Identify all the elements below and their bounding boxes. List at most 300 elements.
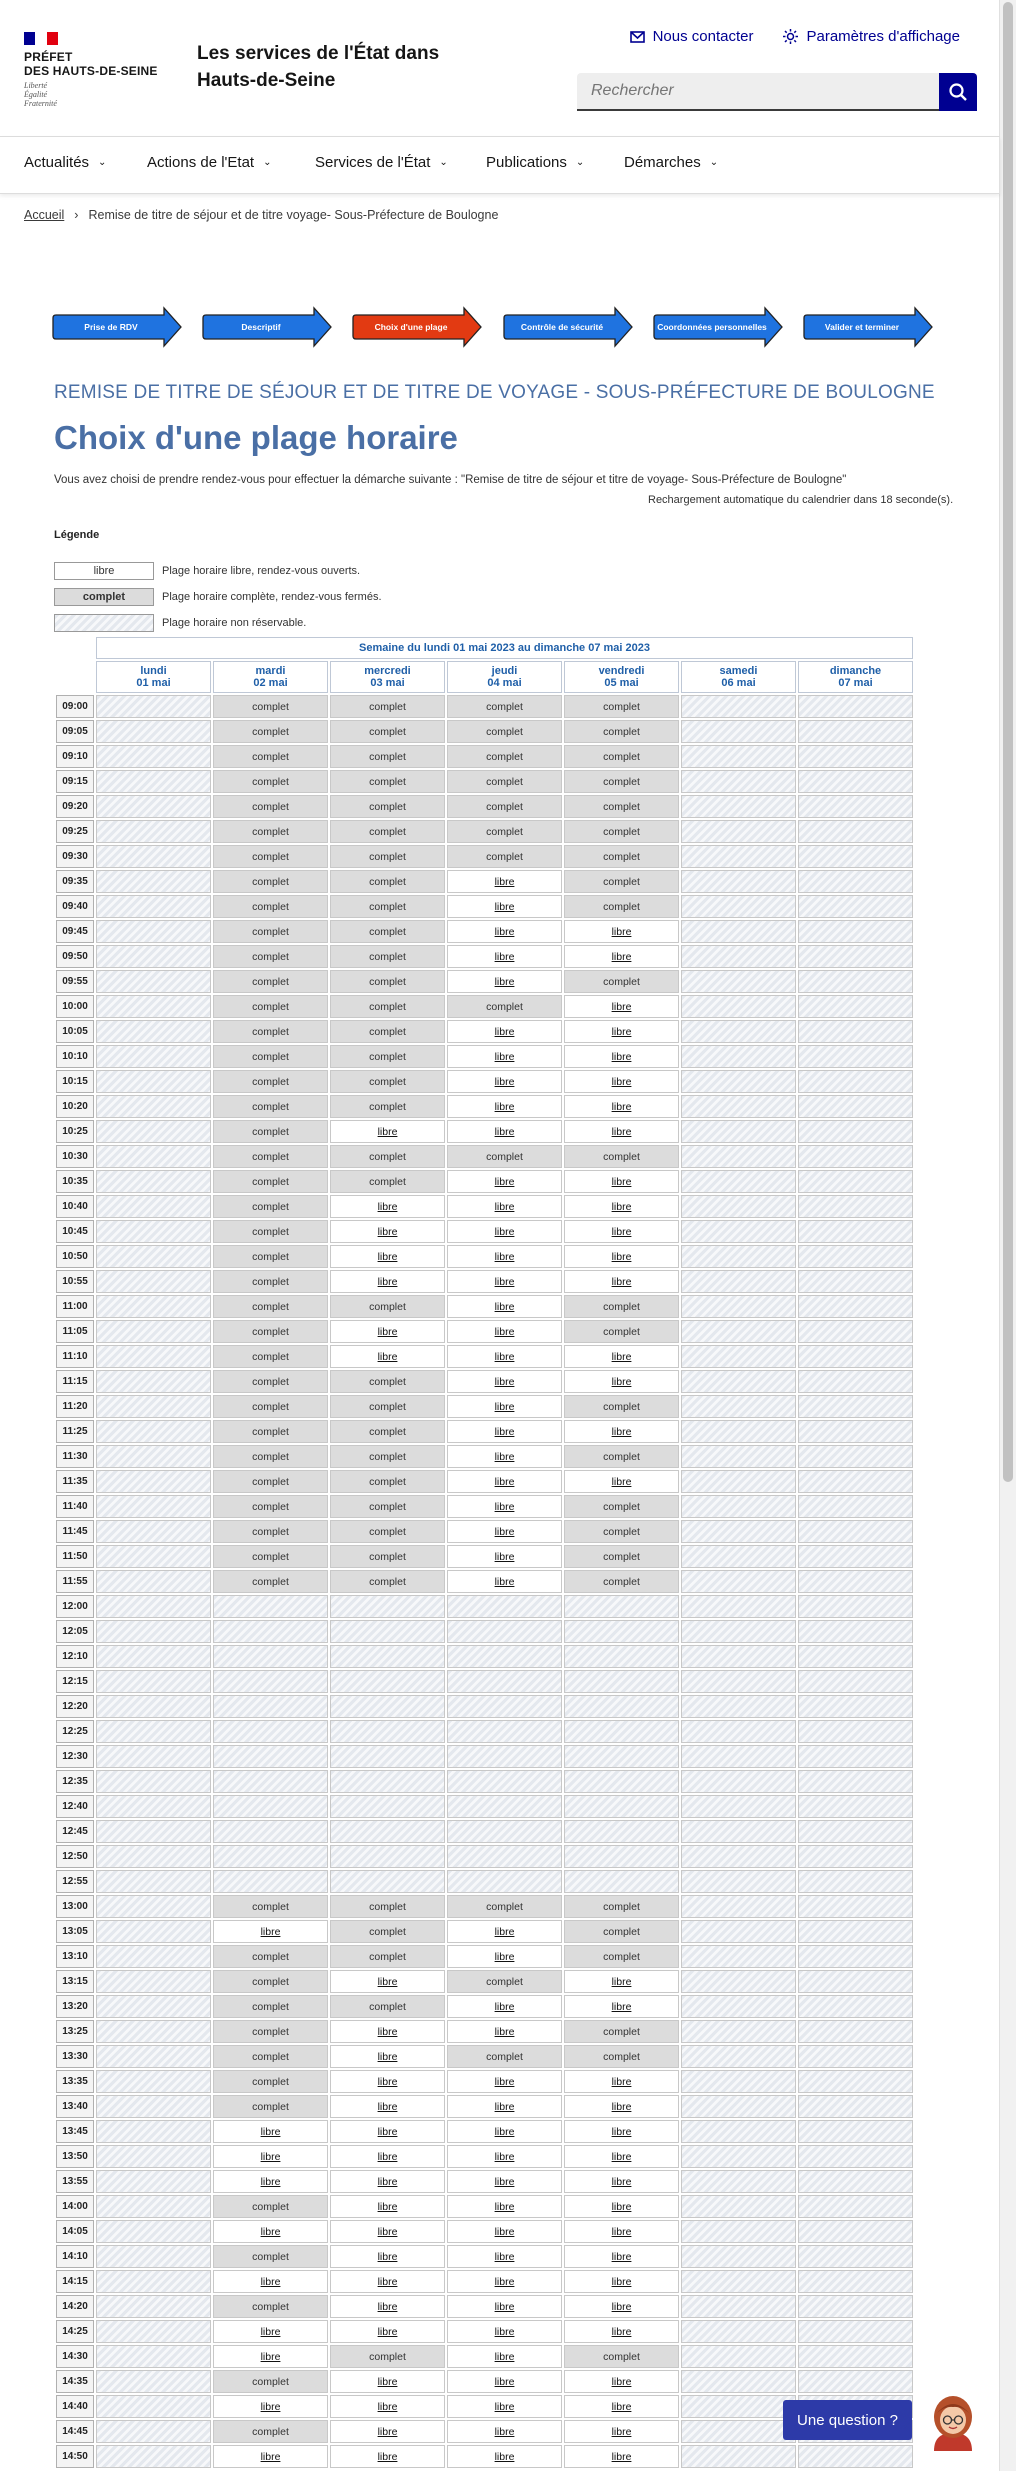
slot-libre-link[interactable]: libre bbox=[494, 2300, 515, 2313]
slot-libre-link[interactable]: libre bbox=[260, 2225, 281, 2238]
slot-libre[interactable] bbox=[564, 2395, 679, 2418]
slot-libre-link[interactable]: libre bbox=[611, 925, 632, 938]
slot-libre-link[interactable]: libre bbox=[260, 2450, 281, 2463]
slot-libre-link[interactable]: libre bbox=[611, 2375, 632, 2388]
time-row bbox=[56, 1295, 913, 1318]
slot-unavailable bbox=[681, 1145, 796, 1168]
slot-libre-link[interactable]: libre bbox=[494, 1300, 515, 1313]
slot-libre-link[interactable]: libre bbox=[611, 1350, 632, 1363]
slot-libre-link[interactable]: libre bbox=[494, 1925, 515, 1938]
slot-libre[interactable] bbox=[564, 920, 679, 943]
slot-libre[interactable] bbox=[564, 1045, 679, 1068]
slot-libre[interactable] bbox=[564, 1995, 679, 2018]
time-row bbox=[56, 1995, 913, 2018]
nav-demarches[interactable]: Démarches ⌄ bbox=[624, 154, 719, 171]
slot-libre[interactable] bbox=[447, 2270, 562, 2293]
slot-libre[interactable] bbox=[564, 2220, 679, 2243]
slot-libre[interactable] bbox=[447, 2120, 562, 2143]
slot-libre-link[interactable]: libre bbox=[611, 1175, 632, 1188]
slot-libre[interactable] bbox=[447, 1545, 562, 1568]
slot-libre[interactable] bbox=[447, 1945, 562, 1968]
slot-libre[interactable] bbox=[447, 1395, 562, 1418]
slot-libre[interactable] bbox=[330, 2420, 445, 2443]
slot-libre-link[interactable]: libre bbox=[611, 1475, 632, 1488]
slot-libre-link[interactable]: libre bbox=[260, 2175, 281, 2188]
slot-libre-link[interactable]: libre bbox=[611, 1000, 632, 1013]
slot-unavailable bbox=[798, 770, 913, 793]
slot-libre-link[interactable]: libre bbox=[377, 1350, 398, 1363]
slot-libre[interactable] bbox=[447, 2070, 562, 2093]
slot-unavailable bbox=[564, 1870, 679, 1893]
search-button[interactable] bbox=[939, 73, 977, 111]
slot-libre-link[interactable]: libre bbox=[377, 2450, 398, 2463]
slot-libre-link[interactable]: libre bbox=[377, 1325, 398, 1338]
slot-libre-link[interactable]: libre bbox=[494, 1075, 515, 1088]
slot-unavailable bbox=[798, 1670, 913, 1693]
slot-libre-link[interactable]: libre bbox=[260, 2350, 281, 2363]
scrollbar-thumb[interactable] bbox=[1003, 2, 1013, 1482]
contact-link[interactable]: Nous contacter bbox=[630, 28, 754, 45]
slot-libre-link[interactable]: libre bbox=[494, 1025, 515, 1038]
slot-unavailable bbox=[681, 1770, 796, 1793]
slot-libre[interactable] bbox=[213, 2395, 328, 2418]
slot-libre-link[interactable]: libre bbox=[494, 1375, 515, 1388]
slot-libre-link[interactable]: libre bbox=[494, 1100, 515, 1113]
slot-libre-link[interactable]: libre bbox=[611, 2250, 632, 2263]
slot-libre-link[interactable]: libre bbox=[377, 2100, 398, 2113]
slot-libre[interactable] bbox=[447, 1570, 562, 1593]
header-tools bbox=[630, 28, 960, 45]
slot-libre[interactable] bbox=[330, 2270, 445, 2293]
slot-libre-link[interactable]: libre bbox=[494, 1575, 515, 1588]
slot-libre-link[interactable]: libre bbox=[377, 2150, 398, 2163]
slot-libre[interactable] bbox=[330, 1345, 445, 1368]
slot-unavailable bbox=[96, 2320, 211, 2343]
slot-libre[interactable] bbox=[447, 1120, 562, 1143]
slot-libre[interactable] bbox=[447, 2020, 562, 2043]
slot-unavailable bbox=[681, 1095, 796, 1118]
slot-libre[interactable] bbox=[447, 2445, 562, 2468]
slot-unavailable bbox=[798, 2195, 913, 2218]
slot-libre-link[interactable]: libre bbox=[494, 2075, 515, 2088]
slot-libre-link[interactable]: libre bbox=[377, 1125, 398, 1138]
slot-libre-link[interactable]: libre bbox=[611, 2200, 632, 2213]
slot-libre-link[interactable]: libre bbox=[611, 2300, 632, 2313]
slot-libre-link[interactable]: libre bbox=[494, 1275, 515, 1288]
slot-libre[interactable] bbox=[447, 1295, 562, 1318]
slot-libre-link[interactable]: libre bbox=[494, 2425, 515, 2438]
slot-libre[interactable] bbox=[447, 1920, 562, 1943]
slot-libre[interactable] bbox=[564, 1345, 679, 1368]
slot-libre[interactable] bbox=[447, 2245, 562, 2268]
time-row bbox=[56, 2145, 913, 2168]
slot-libre[interactable] bbox=[447, 1220, 562, 1243]
slot-libre[interactable] bbox=[564, 2245, 679, 2268]
nav-actions-etat[interactable]: Actions de l'Etat ⌄ bbox=[147, 154, 272, 171]
slot-complet: complet bbox=[213, 1045, 328, 1068]
slot-libre[interactable] bbox=[447, 1470, 562, 1493]
site-title[interactable]: Les services de l'État dans Hauts-de-Seine bbox=[197, 43, 440, 91]
slot-libre[interactable] bbox=[447, 2320, 562, 2343]
slot-unavailable bbox=[564, 1670, 679, 1693]
slot-libre-link[interactable]: libre bbox=[494, 2175, 515, 2188]
slot-libre[interactable] bbox=[447, 1070, 562, 1093]
slot-libre[interactable] bbox=[213, 2445, 328, 2468]
slot-libre-link[interactable]: libre bbox=[611, 2075, 632, 2088]
slot-libre[interactable] bbox=[564, 995, 679, 1018]
slot-libre[interactable] bbox=[564, 2095, 679, 2118]
slot-unavailable bbox=[96, 1495, 211, 1518]
calendar-corner bbox=[56, 637, 94, 659]
slot-libre[interactable] bbox=[213, 2120, 328, 2143]
slot-libre[interactable] bbox=[564, 2320, 679, 2343]
time-row bbox=[56, 1920, 913, 1943]
slot-libre[interactable] bbox=[447, 970, 562, 993]
slot-libre-link[interactable]: libre bbox=[377, 2050, 398, 2063]
slot-libre-link[interactable]: libre bbox=[611, 950, 632, 963]
sun-icon bbox=[783, 29, 798, 44]
slot-libre[interactable] bbox=[447, 945, 562, 968]
slot-libre-link[interactable]: libre bbox=[494, 1050, 515, 1063]
time-row bbox=[56, 995, 913, 1018]
slot-libre-link[interactable]: libre bbox=[611, 2175, 632, 2188]
slot-libre[interactable] bbox=[447, 1495, 562, 1518]
slot-libre-link[interactable]: libre bbox=[611, 1200, 632, 1213]
slot-libre[interactable] bbox=[564, 2420, 679, 2443]
slot-libre[interactable] bbox=[564, 1220, 679, 1243]
slot-libre[interactable] bbox=[330, 1970, 445, 1993]
slot-libre[interactable] bbox=[330, 2320, 445, 2343]
slot-libre[interactable] bbox=[564, 1370, 679, 1393]
slot-unavailable bbox=[798, 1145, 913, 1168]
slot-libre[interactable] bbox=[447, 1445, 562, 1468]
slot-libre-link[interactable]: libre bbox=[494, 1225, 515, 1238]
slot-libre[interactable] bbox=[330, 1320, 445, 1343]
slot-libre[interactable] bbox=[213, 2170, 328, 2193]
slot-libre-link[interactable]: libre bbox=[494, 2125, 515, 2138]
slot-libre[interactable] bbox=[564, 2445, 679, 2468]
slot-libre-link[interactable]: libre bbox=[260, 2400, 281, 2413]
slot-libre-link[interactable]: libre bbox=[611, 2150, 632, 2163]
slot-libre[interactable] bbox=[564, 2070, 679, 2093]
chat-button[interactable]: Une question ? bbox=[783, 2400, 912, 2440]
slot-libre[interactable] bbox=[447, 2345, 562, 2368]
slot-libre-link[interactable]: libre bbox=[377, 1275, 398, 1288]
slot-libre[interactable] bbox=[330, 2070, 445, 2093]
slot-libre-link[interactable]: libre bbox=[494, 2250, 515, 2263]
slot-libre[interactable] bbox=[213, 2345, 328, 2368]
slot-libre-link[interactable]: libre bbox=[611, 2325, 632, 2338]
slot-libre-link[interactable]: libre bbox=[611, 2000, 632, 2013]
slot-libre-link[interactable]: libre bbox=[611, 1225, 632, 1238]
slot-unavailable bbox=[96, 2445, 211, 2468]
slot-libre-link[interactable]: libre bbox=[377, 2125, 398, 2138]
time-row bbox=[56, 1070, 913, 1093]
slot-libre-link[interactable]: libre bbox=[377, 2325, 398, 2338]
slot-unavailable bbox=[798, 1895, 913, 1918]
slot-libre-link[interactable]: libre bbox=[494, 2025, 515, 2038]
slot-libre-link[interactable]: libre bbox=[377, 1225, 398, 1238]
slot-libre-link[interactable]: libre bbox=[494, 1550, 515, 1563]
slot-libre[interactable] bbox=[564, 2295, 679, 2318]
time-row bbox=[56, 1370, 913, 1393]
slot-libre[interactable] bbox=[564, 1470, 679, 1493]
slot-libre[interactable] bbox=[564, 2270, 679, 2293]
time-label: 12:20 bbox=[56, 1695, 94, 1718]
slot-unavailable bbox=[681, 1045, 796, 1068]
slot-libre[interactable] bbox=[564, 1195, 679, 1218]
slot-libre-link[interactable]: libre bbox=[377, 1200, 398, 1213]
slot-libre[interactable] bbox=[564, 945, 679, 968]
slot-libre[interactable] bbox=[330, 2245, 445, 2268]
slot-libre[interactable] bbox=[447, 1370, 562, 1393]
slot-libre-link[interactable]: libre bbox=[377, 2300, 398, 2313]
slot-libre[interactable] bbox=[564, 2120, 679, 2143]
slot-libre-link[interactable]: libre bbox=[494, 1475, 515, 1488]
slot-libre[interactable] bbox=[330, 1220, 445, 1243]
assistant-avatar[interactable] bbox=[928, 2393, 978, 2451]
time-label: 09:10 bbox=[56, 745, 94, 768]
logo-line-1: PRÉFET bbox=[24, 50, 73, 64]
slot-libre[interactable] bbox=[330, 2195, 445, 2218]
slot-libre-link[interactable]: libre bbox=[377, 2025, 398, 2038]
slot-libre-link[interactable]: libre bbox=[611, 2450, 632, 2463]
slot-libre[interactable] bbox=[564, 1970, 679, 1993]
slot-libre[interactable] bbox=[213, 2320, 328, 2343]
slot-libre[interactable] bbox=[447, 1245, 562, 1268]
slot-unavailable bbox=[96, 970, 211, 993]
slot-libre[interactable] bbox=[330, 2445, 445, 2468]
slot-libre[interactable] bbox=[564, 1420, 679, 1443]
slot-libre[interactable] bbox=[564, 1170, 679, 1193]
slot-libre[interactable] bbox=[564, 2145, 679, 2168]
slot-libre-link[interactable]: libre bbox=[494, 950, 515, 963]
slot-libre-link[interactable]: libre bbox=[611, 2275, 632, 2288]
slot-libre[interactable] bbox=[447, 2145, 562, 2168]
slot-libre[interactable] bbox=[447, 1170, 562, 1193]
slot-libre-link[interactable]: libre bbox=[377, 2425, 398, 2438]
slot-libre-link[interactable]: libre bbox=[377, 2275, 398, 2288]
slot-libre-link[interactable]: libre bbox=[611, 1050, 632, 1063]
slot-unavailable bbox=[681, 1845, 796, 1868]
slot-libre[interactable] bbox=[564, 1270, 679, 1293]
step-6 bbox=[803, 306, 935, 348]
slot-libre-link[interactable]: libre bbox=[611, 2225, 632, 2238]
slot-complet: complet bbox=[447, 770, 562, 793]
slot-libre-link[interactable]: libre bbox=[611, 2400, 632, 2413]
slot-complet: complet bbox=[213, 1345, 328, 1368]
slot-libre[interactable] bbox=[330, 2120, 445, 2143]
slot-libre-link[interactable]: libre bbox=[611, 1250, 632, 1263]
slot-libre[interactable] bbox=[447, 1195, 562, 1218]
slot-libre[interactable] bbox=[330, 1195, 445, 1218]
slot-libre[interactable] bbox=[447, 2370, 562, 2393]
slot-libre-link[interactable]: libre bbox=[377, 2250, 398, 2263]
slot-libre[interactable] bbox=[447, 1420, 562, 1443]
slot-unavailable bbox=[798, 870, 913, 893]
slot-libre-link[interactable]: libre bbox=[494, 975, 515, 988]
slot-libre[interactable] bbox=[447, 2195, 562, 2218]
slot-libre-link[interactable]: libre bbox=[377, 1250, 398, 1263]
slot-libre-link[interactable]: libre bbox=[494, 2000, 515, 2013]
time-label: 12:00 bbox=[56, 1595, 94, 1618]
slot-libre[interactable] bbox=[330, 2145, 445, 2168]
slot-libre[interactable] bbox=[330, 1270, 445, 1293]
slot-libre[interactable] bbox=[447, 1520, 562, 1543]
slot-libre-link[interactable]: libre bbox=[494, 875, 515, 888]
slot-libre-link[interactable]: libre bbox=[494, 2375, 515, 2388]
slot-libre-link[interactable]: libre bbox=[494, 2350, 515, 2363]
slot-libre-link[interactable]: libre bbox=[494, 2150, 515, 2163]
slot-libre-link[interactable]: libre bbox=[377, 1975, 398, 1988]
time-label: 11:40 bbox=[56, 1495, 94, 1518]
slot-libre[interactable] bbox=[330, 2170, 445, 2193]
display-settings-link[interactable]: Paramètres d'affichage bbox=[783, 28, 960, 45]
slot-libre[interactable] bbox=[330, 2295, 445, 2318]
slot-libre-link[interactable]: libre bbox=[494, 1950, 515, 1963]
slot-libre-link[interactable]: libre bbox=[377, 2225, 398, 2238]
slot-libre[interactable] bbox=[447, 1320, 562, 1343]
slot-libre[interactable] bbox=[447, 2095, 562, 2118]
slot-libre[interactable] bbox=[564, 2170, 679, 2193]
slot-unavailable bbox=[798, 1220, 913, 1243]
slot-libre-link[interactable]: libre bbox=[494, 2450, 515, 2463]
slot-libre-link[interactable]: libre bbox=[494, 1250, 515, 1263]
slot-libre[interactable] bbox=[564, 2195, 679, 2218]
slot-libre[interactable] bbox=[447, 870, 562, 893]
time-label: 10:30 bbox=[56, 1145, 94, 1168]
slot-libre[interactable] bbox=[213, 2270, 328, 2293]
slot-libre-link[interactable]: libre bbox=[494, 2225, 515, 2238]
slot-libre[interactable] bbox=[564, 1245, 679, 1268]
slot-libre[interactable] bbox=[447, 2420, 562, 2443]
slot-libre[interactable] bbox=[330, 2095, 445, 2118]
slot-unavailable bbox=[96, 1045, 211, 1068]
slot-unavailable bbox=[96, 1845, 211, 1868]
slot-libre-link[interactable]: libre bbox=[260, 2325, 281, 2338]
slot-libre[interactable] bbox=[564, 1095, 679, 1118]
slot-libre-link[interactable]: libre bbox=[494, 1425, 515, 1438]
slot-libre[interactable] bbox=[330, 1245, 445, 1268]
slot-libre[interactable] bbox=[447, 1995, 562, 2018]
slot-libre-link[interactable]: libre bbox=[494, 900, 515, 913]
slot-libre-link[interactable]: libre bbox=[377, 2400, 398, 2413]
slot-libre-link[interactable]: libre bbox=[611, 1275, 632, 1288]
slot-libre[interactable] bbox=[213, 1920, 328, 1943]
slot-libre-link[interactable]: libre bbox=[377, 2375, 398, 2388]
slot-libre[interactable] bbox=[564, 1020, 679, 1043]
slot-libre[interactable] bbox=[330, 2395, 445, 2418]
slot-libre-link[interactable]: libre bbox=[611, 1100, 632, 1113]
slot-libre[interactable] bbox=[564, 1070, 679, 1093]
slot-libre-link[interactable]: libre bbox=[260, 2150, 281, 2163]
slot-libre[interactable] bbox=[213, 2220, 328, 2243]
slot-complet: complet bbox=[213, 2295, 328, 2318]
slot-libre-link[interactable]: libre bbox=[611, 1975, 632, 1988]
slot-unavailable bbox=[681, 1995, 796, 2018]
slot-unavailable bbox=[681, 1070, 796, 1093]
slot-libre-link[interactable]: libre bbox=[494, 2400, 515, 2413]
slot-unavailable bbox=[681, 770, 796, 793]
slot-libre[interactable] bbox=[447, 1345, 562, 1368]
page-scrollbar[interactable] bbox=[999, 0, 1016, 2471]
slot-libre[interactable] bbox=[213, 2145, 328, 2168]
slot-libre[interactable] bbox=[447, 2220, 562, 2243]
slot-libre-link[interactable]: libre bbox=[494, 2325, 515, 2338]
slot-libre-link[interactable]: libre bbox=[494, 1525, 515, 1538]
slot-libre-link[interactable]: libre bbox=[611, 1425, 632, 1438]
slot-libre[interactable] bbox=[330, 2045, 445, 2068]
slot-libre[interactable] bbox=[447, 2395, 562, 2418]
slot-libre-link[interactable]: libre bbox=[377, 2175, 398, 2188]
slot-unavailable bbox=[798, 1420, 913, 1443]
slot-libre[interactable] bbox=[447, 1020, 562, 1043]
slot-libre[interactable] bbox=[330, 2020, 445, 2043]
slot-libre[interactable] bbox=[564, 1120, 679, 1143]
time-label: 11:00 bbox=[56, 1295, 94, 1318]
slot-libre-link[interactable]: libre bbox=[494, 925, 515, 938]
slot-libre-link[interactable]: libre bbox=[611, 1025, 632, 1038]
nav-publications[interactable]: Publications ⌄ bbox=[486, 154, 585, 171]
slot-libre[interactable] bbox=[447, 1270, 562, 1293]
slot-libre[interactable] bbox=[447, 1045, 562, 1068]
slot-unavailable bbox=[681, 1795, 796, 1818]
slot-libre-link[interactable]: libre bbox=[260, 2125, 281, 2138]
slot-libre-link[interactable]: libre bbox=[494, 2200, 515, 2213]
slot-libre-link[interactable]: libre bbox=[494, 1125, 515, 1138]
slot-complet: complet bbox=[564, 770, 679, 793]
search-input[interactable] bbox=[577, 73, 939, 111]
slot-libre-link[interactable]: libre bbox=[494, 1175, 515, 1188]
slot-libre-link[interactable]: libre bbox=[494, 2100, 515, 2113]
slot-unavailable bbox=[96, 995, 211, 1018]
slot-libre[interactable] bbox=[447, 2295, 562, 2318]
nav-actualites[interactable]: Actualités ⌄ bbox=[24, 154, 107, 171]
slot-libre-link[interactable]: libre bbox=[611, 2100, 632, 2113]
slot-libre-link[interactable]: libre bbox=[494, 1400, 515, 1413]
slot-libre-link[interactable]: libre bbox=[377, 2075, 398, 2088]
prefet-logo[interactable] bbox=[24, 32, 174, 108]
slot-libre[interactable] bbox=[447, 895, 562, 918]
slot-libre-link[interactable]: libre bbox=[611, 1075, 632, 1088]
slot-libre-link[interactable]: libre bbox=[611, 2125, 632, 2138]
slot-libre-link[interactable]: libre bbox=[494, 1350, 515, 1363]
breadcrumb-home[interactable]: Accueil bbox=[24, 208, 65, 222]
slot-libre-link[interactable]: libre bbox=[260, 1925, 281, 1938]
slot-libre[interactable] bbox=[447, 2170, 562, 2193]
time-label: 13:40 bbox=[56, 2095, 94, 2118]
nav-services-etat[interactable]: Services de l'État ⌄ bbox=[315, 154, 448, 171]
slot-libre-link[interactable]: libre bbox=[494, 1500, 515, 1513]
slot-libre[interactable] bbox=[330, 1120, 445, 1143]
slot-libre-link[interactable]: libre bbox=[494, 1450, 515, 1463]
slot-libre-link[interactable]: libre bbox=[611, 2425, 632, 2438]
slot-libre-link[interactable]: libre bbox=[260, 2275, 281, 2288]
slot-libre[interactable] bbox=[330, 2370, 445, 2393]
slot-libre-link[interactable]: libre bbox=[494, 1325, 515, 1338]
slot-libre-link[interactable]: libre bbox=[611, 1375, 632, 1388]
time-row bbox=[56, 870, 913, 893]
slot-libre-link[interactable]: libre bbox=[494, 1200, 515, 1213]
slot-libre[interactable] bbox=[447, 1095, 562, 1118]
slot-libre-link[interactable]: libre bbox=[377, 2200, 398, 2213]
slot-libre[interactable] bbox=[447, 920, 562, 943]
slot-libre-link[interactable]: libre bbox=[494, 2275, 515, 2288]
time-label: 09:30 bbox=[56, 845, 94, 868]
slot-libre[interactable] bbox=[564, 2370, 679, 2393]
slot-libre-link[interactable]: libre bbox=[611, 1125, 632, 1138]
slot-libre[interactable] bbox=[330, 2220, 445, 2243]
